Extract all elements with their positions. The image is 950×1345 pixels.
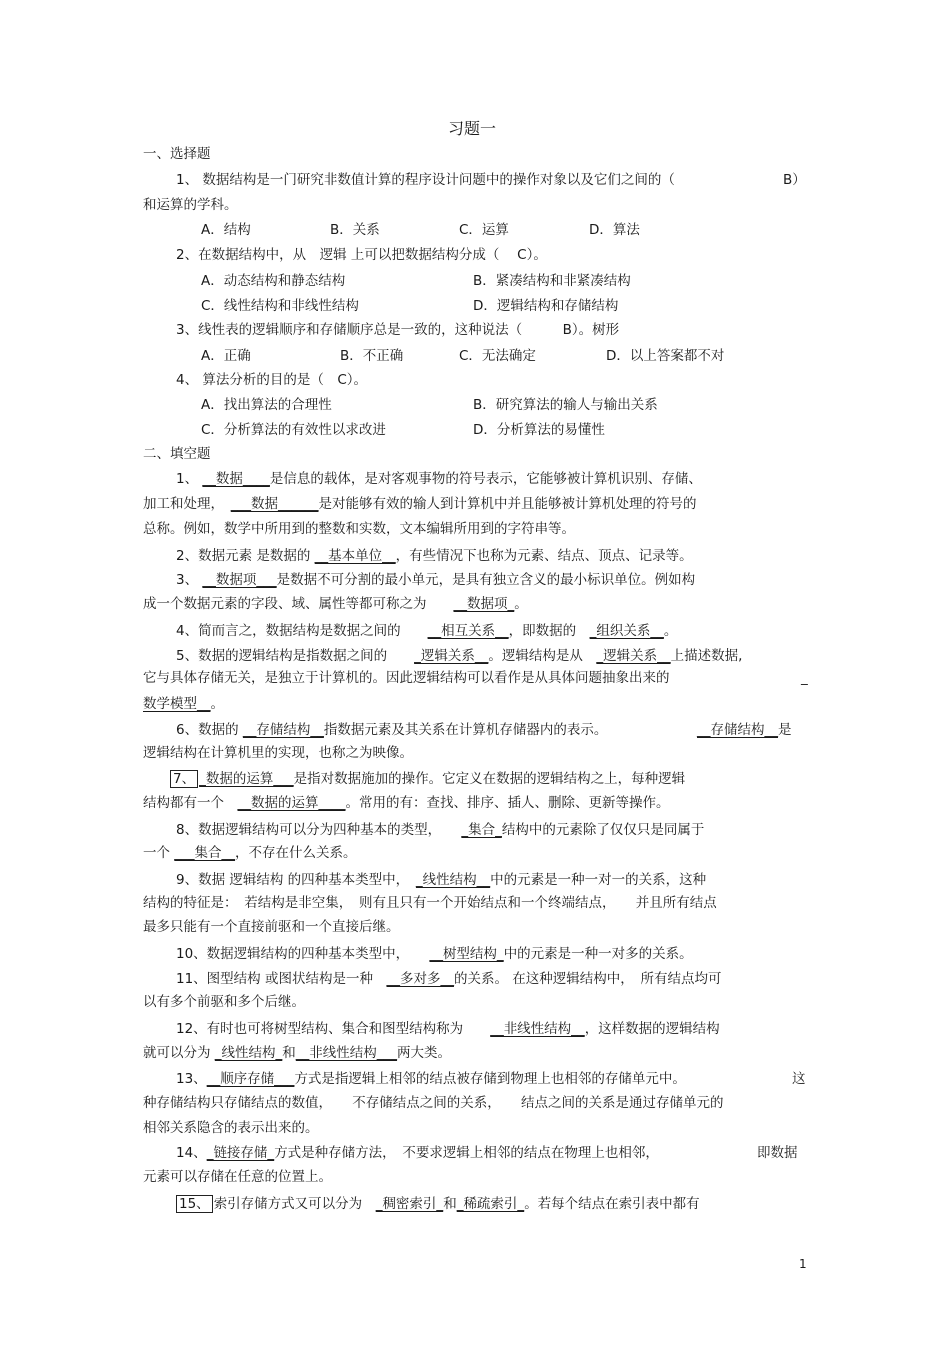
question-1-stem-cont: 和运算的学科。 — [143, 197, 238, 213]
option-a: A．正确 — [201, 348, 251, 364]
answer-blank: _逻辑关系__ — [596, 648, 671, 664]
fill-10 — [176, 946, 693, 962]
fill-6-line-1-end — [697, 722, 792, 738]
fill-8-line-1 — [176, 822, 704, 838]
fill-12-line-1 — [176, 1021, 720, 1037]
answer-blank: _线性结构_ — [214, 1045, 283, 1061]
fill-1-line-2 — [143, 496, 697, 512]
option-b: B．紧凑结构和非紧凑结构 — [473, 273, 631, 289]
static-text: 就可以分为 — [143, 1045, 215, 1061]
answer-blank: _稀疏索引_ — [456, 1196, 525, 1212]
static-text: 。若每个结点在索引表中都有 — [524, 1196, 700, 1212]
static-text: ，有些情况下也称为元素、结点、顶点、记录等。 — [395, 548, 693, 564]
option-b: B．研究算法的输人与输出关系 — [473, 397, 658, 413]
static-text: 9、数据 逻辑结构 的四种基本类型中， — [176, 872, 416, 888]
question-2-stem: 2、在数据结构中，从 逻辑 上可以把数据结构分成（ C）。 — [176, 247, 547, 263]
fill-13-line-2: 种存储结构只存储结点的数值， 不存储结点之间的关系， 结点之间的关系是通过存储单元的 — [143, 1095, 724, 1111]
static-text: 。常用的有：查找、排序、插人、删除、更新等操作。 — [345, 795, 670, 811]
static-text: 。逻辑结构是从 — [488, 648, 597, 664]
option-d: D．以上答案都不对 — [606, 348, 725, 364]
fill-14-line-1-end: 即数据 — [757, 1145, 798, 1161]
question-number-box: 7、 — [170, 770, 198, 788]
option-a: A．找出算法的合理性 — [201, 397, 332, 413]
option-b: B．不正确 — [340, 348, 404, 364]
static-text: 结构中的元素除了仅仅只是同属于 — [501, 822, 705, 838]
static-text: 方式是种存储方法， 不要求逻辑上相邻的结点在物理上也相邻， — [274, 1145, 659, 1161]
question-4-stem: 4、 算法分析的目的是（ C）。 — [176, 372, 368, 388]
static-text: 和 — [443, 1196, 457, 1212]
answer-blank: __树型结构_ — [429, 946, 504, 962]
fill-13-line-1 — [176, 1071, 686, 1087]
option-c: C．无法确定 — [459, 348, 536, 364]
static-text: 14、 — [176, 1145, 207, 1161]
question-number-box: 15、 — [176, 1195, 213, 1213]
fill-1-line-1 — [176, 471, 702, 487]
static-text: 8、数据逻辑结构可以分为四种基本的类型， — [176, 822, 462, 838]
answer-blank: __多对多__ — [386, 971, 454, 987]
static-text: 是数据不可分割的最小单元，是具有独立含义的最小标识单位。例如构 — [276, 572, 696, 588]
static-text: 10、数据逻辑结构的四种基本类型中， — [176, 946, 430, 962]
static-text: 5、数据的逻辑结构是指数据之间的 — [176, 648, 415, 664]
static-text: 11、图型结构 或图状结构是一种 — [176, 971, 387, 987]
option-d: D．分析算法的易懂性 — [473, 422, 605, 438]
answer-blank: __数据的运算____ — [237, 795, 346, 811]
section-heading-choice: 一、选择题 — [143, 146, 211, 162]
fill-15 — [176, 1196, 700, 1212]
fill-1-line-3: 总称。例如，数学中所用到的整数和实数，文本编辑所用到的字符串等。 — [143, 521, 575, 537]
option-c: C．线性结构和非线性结构 — [201, 298, 359, 314]
static-text: 方式是指逻辑上相邻的结点被存储到物理上也相邻的存储单元中。 — [294, 1071, 686, 1087]
option-b: B．关系 — [330, 222, 380, 238]
fill-7-line-2 — [143, 795, 670, 811]
fill-12-line-2 — [143, 1045, 451, 1061]
option-a: A．动态结构和静态结构 — [201, 273, 346, 289]
fill-13-line-1-end: 这 — [792, 1071, 806, 1087]
static-text: 是信息的载体，是对客观事物的符号表示，它能够被计算机识别、存储、 — [269, 471, 702, 487]
static-text: 成一个数据元素的字段、域、属性等都可称之为 — [143, 596, 454, 612]
answer-blank: _集合_ — [461, 822, 502, 838]
static-text: 是 — [778, 722, 792, 738]
static-text: ，不存在什么关系。 — [235, 845, 357, 861]
fill-2 — [176, 548, 693, 564]
answer-blank: __基本单位__ — [314, 548, 396, 564]
fill-11-line-1 — [176, 971, 722, 987]
static-text: 上描述数据, — [670, 648, 743, 664]
question-text: 1、 数据结构是一门研究非数值计算的程序设计问题中的操作对象以及它们之间的（ — [176, 172, 675, 188]
static-text: 13、 — [176, 1071, 207, 1087]
fill-9-line-2: 结构的特征是： 若结构是非空集， 则有且只有一个开始结点和一个终端结点， 并且所有结点 — [143, 895, 717, 911]
answer-blank: ___数据______ — [230, 496, 319, 512]
fill-7-line-1 — [170, 771, 685, 787]
page-title: 习题一 — [448, 119, 497, 138]
fill-3-line-1 — [176, 572, 695, 588]
static-text: 。 — [663, 623, 678, 639]
option-d: D．逻辑结构和存储结构 — [473, 298, 619, 314]
answer-blank: _组织关系__ — [589, 623, 664, 639]
static-text: 2、数据元素 是数据的 — [176, 548, 315, 564]
fill-3-line-2 — [143, 596, 528, 612]
fill-8-line-2 — [143, 845, 357, 861]
static-text: 中的元素是一种一对一的关系，这种 — [490, 872, 707, 888]
static-text: 结构都有一个 — [143, 795, 238, 811]
static-text: 是对能够有效的输人到计算机中并且能够被计算机处理的符号的 — [318, 496, 697, 512]
answer-blank: _链接存储_ — [206, 1145, 275, 1161]
answer-blank: __存储结构__ — [697, 722, 778, 738]
fill-5-line-1 — [176, 648, 742, 664]
answer-blank: __顺序存储___ — [206, 1071, 295, 1087]
static-text: ，即数据的 — [508, 623, 590, 639]
static-text: 是指对数据施加的操作。它定义在数据的逻辑结构之上，每种逻辑 — [293, 771, 686, 787]
fill-4 — [176, 623, 677, 639]
answer-blank: _线性结构__ — [415, 872, 491, 888]
static-text: 加工和处理， — [143, 496, 231, 512]
static-text: 一个 — [143, 845, 175, 861]
fill-13-line-3: 相邻关系隐含的表示出来的。 — [143, 1120, 319, 1136]
static-text: 两大类。 — [397, 1045, 452, 1061]
fill-5-line-3 — [143, 696, 224, 712]
static-text: 索引存储方式又可以分为 — [213, 1196, 376, 1212]
static-text: 3、 — [176, 572, 203, 588]
question-1-stem — [176, 172, 675, 188]
answer-blank: _数据的运算___ — [199, 771, 294, 787]
section-heading-fill: 二、填空题 — [143, 446, 211, 462]
static-text: 4、简而言之，数据结构是数据之间的 — [176, 623, 428, 639]
static-text: 中的元素是一种一对多的关系。 — [503, 946, 693, 962]
answer-blank: __非线性结构___ — [295, 1045, 398, 1061]
answer-blank: __数据项_ — [453, 596, 515, 612]
answer-blank: __相互关系__ — [427, 623, 509, 639]
option-c: C．运算 — [459, 222, 509, 238]
fill-14-line-2: 元素可以存储在任意的位置上。 — [143, 1169, 332, 1185]
page-number: 1 — [799, 1257, 807, 1271]
static-text: 的关系。 在这种逻辑结构中， 所有结点均可 — [453, 971, 722, 987]
fill-6-line-1 — [176, 722, 607, 738]
static-text: ，这样数据的逻辑结构 — [584, 1021, 720, 1037]
static-text: 。 — [210, 696, 224, 712]
fill-9-line-1 — [176, 872, 706, 888]
fill-6-line-2: 逻辑结构在计算机里的实现，也称之为映像。 — [143, 745, 413, 761]
answer-blank: __数据____ — [202, 471, 270, 487]
answer-blank: ___集合__ — [174, 845, 236, 861]
option-d: D．算法 — [589, 222, 640, 238]
option-c: C．分析算法的有效性以求改进 — [201, 422, 386, 438]
answer-blank: 数学模型__ — [143, 696, 211, 712]
answer-blank: _逻辑关系__ — [414, 648, 489, 664]
option-a: A．结构 — [201, 222, 251, 238]
answer-blank: __数据项___ — [202, 572, 277, 588]
static-text: 6、数据的 — [176, 722, 243, 738]
fill-9-line-3: 最多只能有一个直接前驱和一个直接后继。 — [143, 919, 400, 935]
static-text: 。 — [514, 596, 528, 612]
fill-5-blank-mark: _ — [801, 670, 808, 686]
question-3-stem: 3、线性表的逻辑顺序和存储顺序总是一致的，这种说法（ B）。树形 — [176, 322, 620, 338]
answer-blank: __存储结构__ — [242, 722, 324, 738]
static-text: 1、 — [176, 471, 203, 487]
static-text: 12、有时也可将树型结构、集合和图型结构称为 — [176, 1021, 491, 1037]
fill-14-line-1 — [176, 1145, 659, 1161]
static-text: 指数据元素及其关系在计算机存储器内的表示。 — [323, 722, 608, 738]
question-1-answer: B） — [783, 172, 806, 188]
fill-5-line-2: 它与具体存储无关，是独立于计算机的。因此逻辑结构可以看作是从具体问题抽象出来的 — [143, 670, 670, 686]
fill-11-line-2: 以有多个前驱和多个后继。 — [143, 994, 305, 1010]
answer-blank: _稠密索引_ — [375, 1196, 444, 1212]
answer-blank: __非线性结构__ — [490, 1021, 585, 1037]
static-text: 和 — [282, 1045, 296, 1061]
